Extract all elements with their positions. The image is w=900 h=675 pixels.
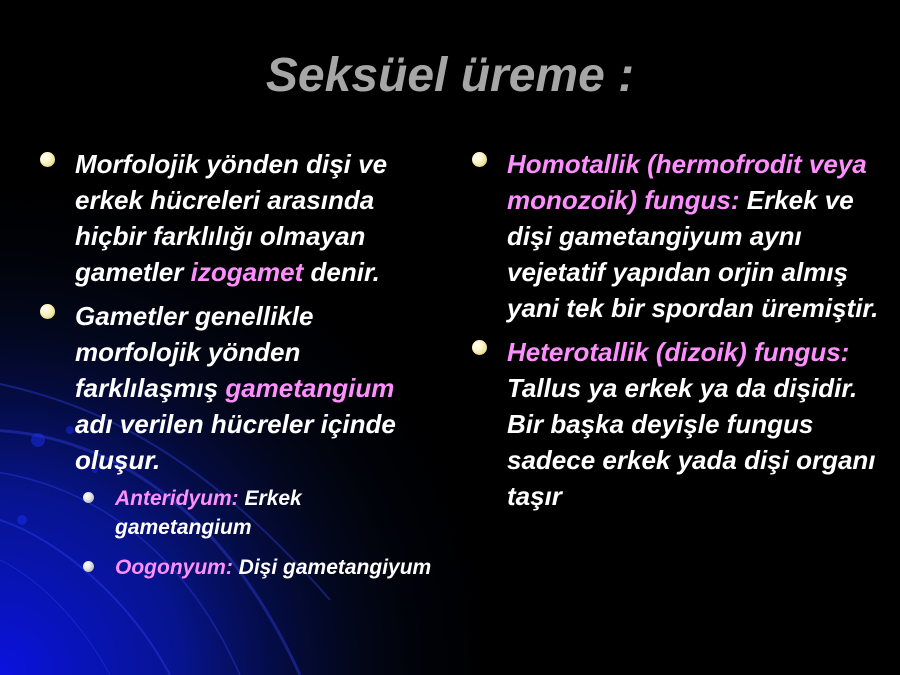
bullet-text: Morfolojik yönden dişi ve erkek hücreleri arasında hiçbir farklılığı olmayan gametler (75, 149, 388, 287)
bullet-highlight: izogamet (190, 257, 304, 287)
bullet-dot-icon (472, 152, 487, 167)
bullet-text: Gametler genellikle morfolojik yönden farklılaşmış (75, 301, 314, 403)
bullet-dot-icon (40, 304, 55, 319)
sub-bullet-oogonyum (75, 553, 435, 582)
sub-bullet-dot-icon (83, 561, 94, 572)
sub-bullet-text: Dişi gametangiyum (232, 556, 432, 579)
sub-bullet-text: Erkek gametangium (115, 487, 302, 539)
bullet-homotallik (472, 146, 882, 326)
bullet-dot-icon (472, 340, 487, 355)
bullet-gametangium (40, 298, 435, 582)
bullet-highlight: Heterotallik (dizoik) fungus: (507, 337, 850, 367)
bullet-heterotallik (472, 334, 882, 514)
left-column (40, 146, 435, 593)
bullet-dot-icon (40, 152, 55, 167)
bullet-text: Tallus ya erkek ya da dişidir. Bir başka deyişle fungus sadece erkek yada dişi organı taşır (507, 337, 883, 511)
sub-bullet-dot-icon (83, 492, 94, 503)
sub-bullet-highlight: Anteridyum: (115, 487, 239, 510)
bullet-text: adı verilen hücreler içinde oluşur. (75, 409, 396, 475)
bullet-text: denir. (303, 257, 380, 287)
slide-title: Seksüel üreme : (265, 49, 635, 102)
right-column (472, 146, 882, 522)
bullet-highlight: Homotallik (hermofrodit veya monozoik) fungus: (507, 149, 867, 215)
bullet-highlight: gametangium (225, 373, 395, 403)
sub-bullet-anteridyum (75, 484, 435, 542)
bullet-izogamet (40, 146, 435, 290)
bullet-text: Erkek ve dişi gametangiyum aynı vejetatif yapıdan orjin almış yani tek bir spordan üremiştir. (507, 185, 879, 323)
sub-bullet-highlight: Oogonyum: (115, 556, 233, 579)
